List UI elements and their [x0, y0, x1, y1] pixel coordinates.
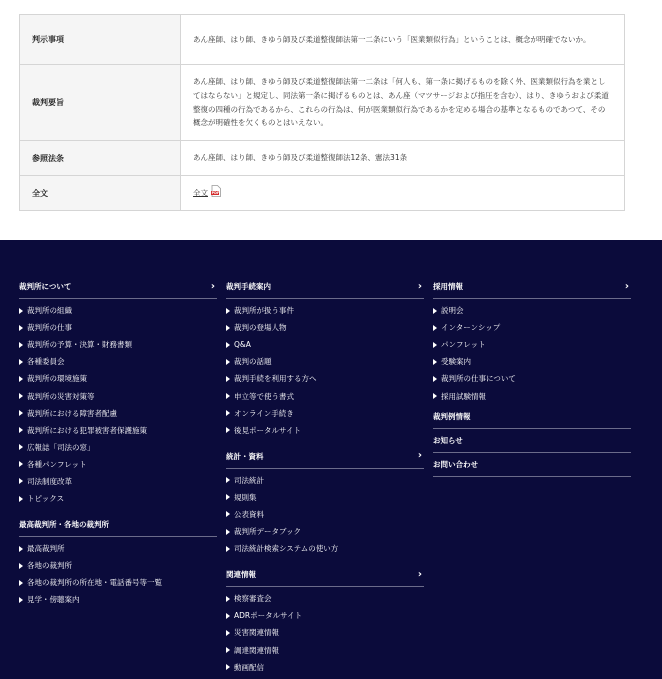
footer-link[interactable]: 裁判所が扱う事件 — [226, 302, 424, 319]
table-row — [20, 15, 625, 65]
arrow-right-icon — [433, 342, 437, 348]
arrow-right-icon — [19, 410, 23, 416]
footer-link[interactable]: 検察審査会 — [226, 590, 424, 607]
arrow-right-icon — [19, 580, 23, 586]
footer-link[interactable]: 受験案内 — [433, 353, 631, 370]
footer-link[interactable]: 裁判所の仕事 — [19, 319, 217, 336]
arrow-right-icon — [433, 376, 437, 382]
arrow-right-icon — [226, 359, 230, 365]
footer-column-procedures — [226, 275, 424, 676]
footer-link[interactable]: 裁判所における障害者配慮 — [19, 405, 217, 422]
footer-section-procedures[interactable] — [226, 275, 424, 299]
arrow-right-icon — [19, 393, 23, 399]
footer-section-recruit[interactable] — [433, 275, 631, 299]
arrow-right-icon — [226, 511, 230, 517]
case-detail-table — [19, 14, 625, 211]
site-footer — [0, 240, 662, 679]
footer-link[interactable]: 動画配信 — [226, 659, 424, 676]
arrow-right-icon — [226, 427, 230, 433]
chevron-right-icon: › — [417, 568, 422, 580]
footer-link[interactable]: 裁判所の組織 — [19, 302, 217, 319]
footer-column-about — [19, 275, 217, 609]
table-row — [20, 65, 625, 141]
footer-section-courts[interactable] — [19, 513, 217, 537]
section-title: 裁判所について — [19, 282, 72, 291]
chevron-right-icon: › — [210, 280, 215, 292]
footer-link[interactable]: 最高裁判所 — [19, 540, 217, 557]
footer-link[interactable]: 裁判所の災害対策等 — [19, 387, 217, 404]
arrow-right-icon — [226, 494, 230, 500]
footer-section-about[interactable] — [19, 275, 217, 299]
footer-link[interactable]: 各種委員会 — [19, 353, 217, 370]
arrow-right-icon — [226, 546, 230, 552]
footer-link[interactable]: 広報誌「司法の窓」 — [19, 439, 217, 456]
footer-link[interactable]: 裁判所における犯罪被害者保護施策 — [19, 422, 217, 439]
svg-text:PDF: PDF — [211, 190, 220, 195]
section-title: 統計・資料 — [226, 451, 264, 461]
row-value — [181, 176, 625, 211]
arrow-right-icon — [19, 461, 23, 467]
footer-links-statistics — [226, 469, 424, 557]
footer-links-recruit — [433, 299, 631, 405]
row-value: あん座師、はり師、きゆう師及び柔道整復師法12条、憲法31条 — [181, 141, 625, 176]
arrow-right-icon — [226, 596, 230, 602]
footer-link[interactable]: インターンシップ — [433, 319, 631, 336]
arrow-right-icon — [433, 393, 437, 399]
footer-link[interactable]: 採用試験情報 — [433, 387, 631, 404]
section-title: お知らせ — [433, 435, 463, 445]
row-label: 全文 — [20, 176, 181, 211]
arrow-right-icon — [226, 630, 230, 636]
footer-link[interactable]: 各地の裁判所の所在地・電話番号等一覧 — [19, 574, 217, 591]
footer-link[interactable]: 裁判所データブック — [226, 523, 424, 540]
footer-links-procedures — [226, 299, 424, 439]
footer-link[interactable]: 規則集 — [226, 489, 424, 506]
footer-link[interactable]: 裁判所の仕事について — [433, 370, 631, 387]
arrow-right-icon — [226, 393, 230, 399]
arrow-right-icon — [19, 444, 23, 450]
footer-link[interactable]: トピックス — [19, 490, 217, 507]
section-title: 裁判例情報 — [433, 411, 471, 421]
footer-link[interactable]: 調達関連情報 — [226, 642, 424, 659]
arrow-right-icon — [19, 376, 23, 382]
arrow-right-icon — [433, 308, 437, 314]
chevron-right-icon: › — [417, 450, 422, 462]
pdf-icon[interactable] — [211, 185, 221, 202]
footer-link[interactable]: 裁判所の環境施策 — [19, 370, 217, 387]
row-value: あん座師、はり師、きゆう師及び柔道整復師法第一二条にいう「医業類似行為」ということは、概念が明確でないか。 — [181, 15, 625, 65]
chevron-right-icon: › — [624, 280, 629, 292]
footer-link[interactable]: 公表資料 — [226, 506, 424, 523]
row-value: あん座師、はり師、きゆう師及び柔道整復師法第一二条は「何人も、第一条に掲げるものを除く外、医業類似行為を業としてはならない」と規定し、同法第一条に掲げるものとは、あん座（マツサージおよび指圧を含む）、はり、きゆうおよび柔道整復の四種の行為であるから、これらの行為は、何が医業類似行為であるかを定める場合の基準となるものであつて、その概念が明確性を欠くものとはいえない。 — [181, 65, 625, 141]
section-title: 裁判手続案内 — [226, 282, 271, 291]
arrow-right-icon — [226, 308, 230, 314]
arrow-right-icon — [226, 477, 230, 483]
arrow-right-icon — [226, 325, 230, 331]
footer-section-cases[interactable] — [433, 405, 631, 429]
section-title: 関連情報 — [226, 570, 256, 580]
arrow-right-icon — [19, 563, 23, 569]
arrow-right-icon — [226, 647, 230, 653]
footer-link[interactable]: パンフレット — [433, 336, 631, 353]
arrow-right-icon — [19, 427, 23, 433]
footer-section-news[interactable] — [433, 429, 631, 453]
footer-link[interactable]: 後見ポータルサイト — [226, 422, 424, 439]
footer-link[interactable]: 説明会 — [433, 302, 631, 319]
footer-section-contact[interactable] — [433, 453, 631, 477]
arrow-right-icon — [226, 410, 230, 416]
footer-link[interactable]: 司法統計検索システムの使い方 — [226, 540, 424, 557]
table-row — [20, 176, 625, 211]
footer-section-related[interactable] — [226, 563, 424, 587]
arrow-right-icon — [226, 376, 230, 382]
footer-links-about — [19, 299, 217, 507]
section-title: お問い合わせ — [433, 459, 478, 469]
footer-link[interactable]: 申立等で使う書式 — [226, 387, 424, 404]
footer-link[interactable]: 災害関連情報 — [226, 624, 424, 641]
arrow-right-icon — [19, 308, 23, 314]
footer-link[interactable]: 司法制度改革 — [19, 473, 217, 490]
arrow-right-icon — [226, 342, 230, 348]
arrow-right-icon — [19, 546, 23, 552]
footer-link[interactable]: 各地の裁判所 — [19, 557, 217, 574]
row-label: 判示事項 — [20, 15, 181, 65]
footer-link[interactable]: 裁判の登場人物 — [226, 319, 424, 336]
footer-link[interactable]: Q&A — [226, 336, 424, 353]
footer-link[interactable]: 見学・傍聴案内 — [19, 591, 217, 608]
footer-column-recruit — [433, 275, 631, 477]
footer-link[interactable]: 司法統計 — [226, 472, 424, 489]
footer-links-courts — [19, 537, 217, 608]
footer-link[interactable]: 裁判の話題 — [226, 353, 424, 370]
arrow-right-icon — [19, 325, 23, 331]
arrow-right-icon — [226, 664, 230, 670]
footer-link[interactable]: 裁判手続を利用する方へ — [226, 370, 424, 387]
arrow-right-icon — [19, 359, 23, 365]
footer-link[interactable]: 各種パンフレット — [19, 456, 217, 473]
arrow-right-icon — [19, 597, 23, 603]
arrow-right-icon — [226, 529, 230, 535]
table-row — [20, 141, 625, 176]
row-label: 裁判要旨 — [20, 65, 181, 141]
footer-link[interactable]: オンライン手続き — [226, 405, 424, 422]
arrow-right-icon — [19, 496, 23, 502]
chevron-right-icon: › — [417, 280, 422, 292]
footer-link[interactable]: ADRポータルサイト — [226, 607, 424, 624]
footer-link[interactable]: 裁判所の予算・決算・財務書類 — [19, 336, 217, 353]
arrow-right-icon — [433, 325, 437, 331]
row-label: 参照法条 — [20, 141, 181, 176]
arrow-right-icon — [226, 613, 230, 619]
section-title: 最高裁判所・各地の裁判所 — [19, 520, 109, 530]
fulltext-link[interactable]: 全文 — [193, 188, 208, 197]
arrow-right-icon — [433, 359, 437, 365]
section-title: 採用情報 — [433, 282, 463, 291]
arrow-right-icon — [19, 342, 23, 348]
arrow-right-icon — [19, 478, 23, 484]
footer-section-statistics[interactable] — [226, 445, 424, 469]
footer-links-related — [226, 587, 424, 675]
